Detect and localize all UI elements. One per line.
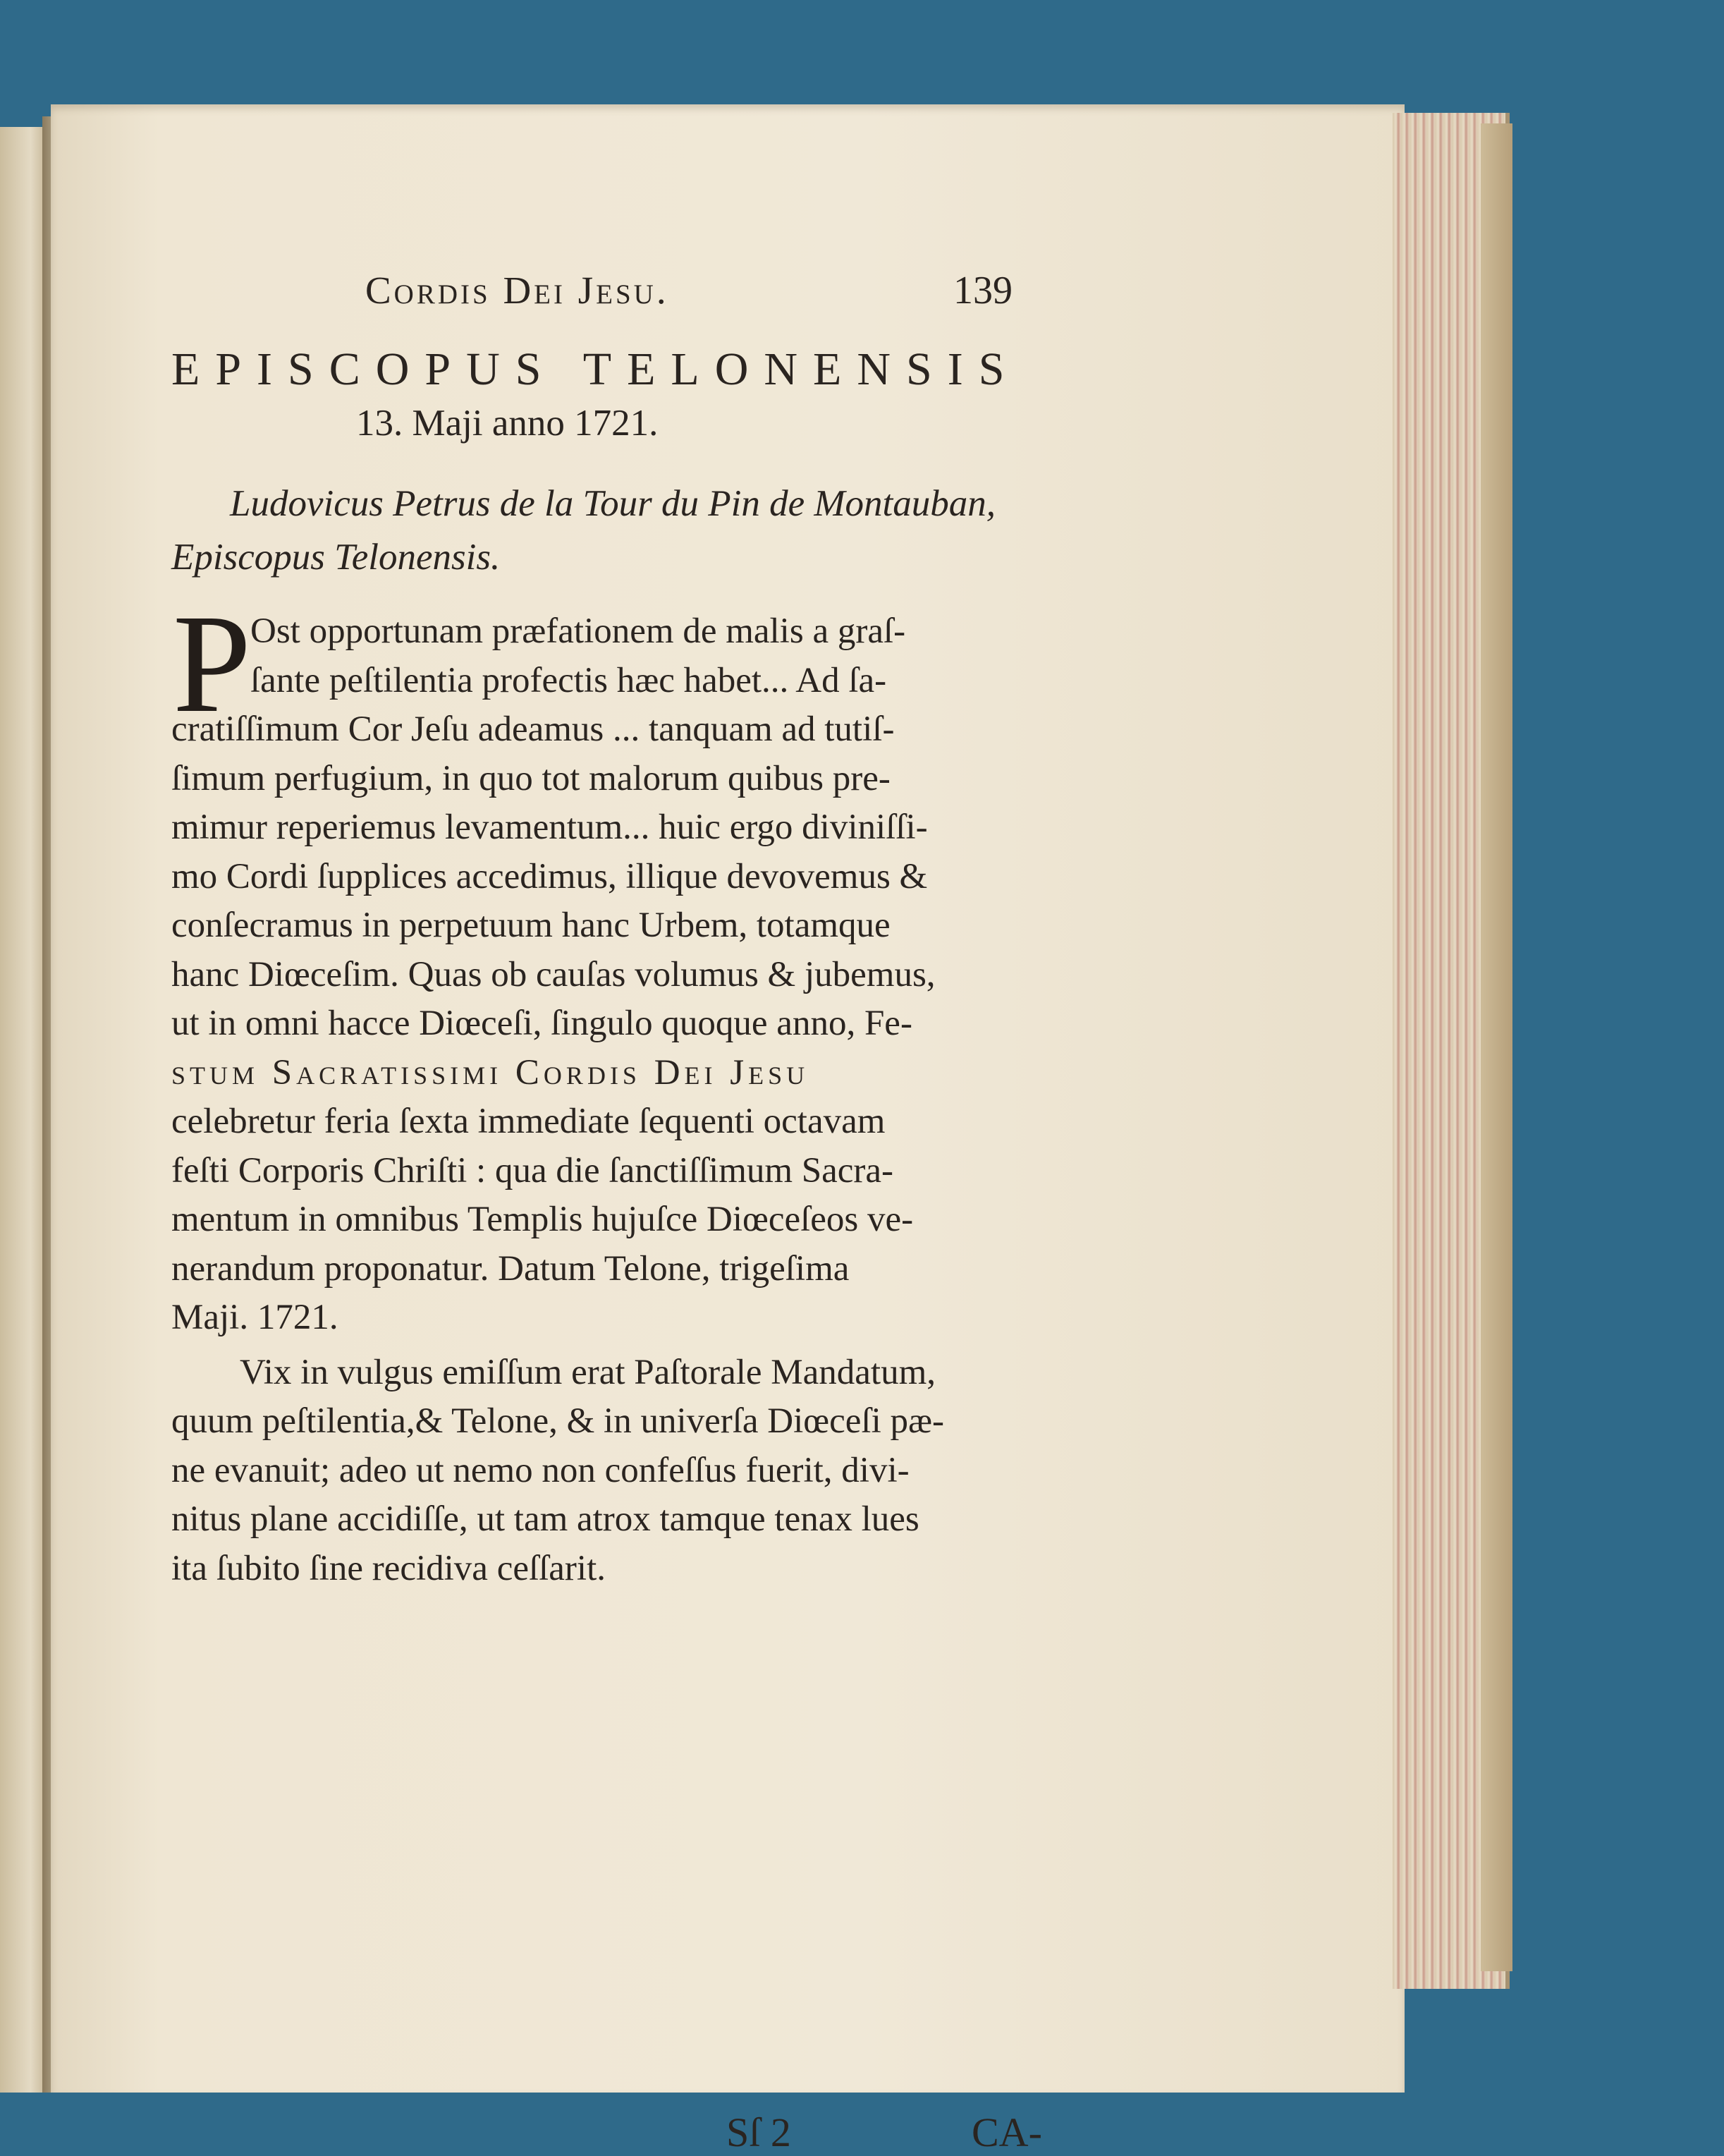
body-line: quum peſtilentia,& Telone, & in univerſa Diœceſi pæ-	[171, 1401, 945, 1441]
body-line: Ost opportunam præfationem de malis a graſ-	[250, 611, 906, 651]
drop-cap: P	[173, 586, 252, 742]
body-line: celebretur feria ſexta immediate ſequenti octavam	[171, 1102, 886, 1141]
section-heading: EPISCOPUS TELONENSIS	[171, 343, 1020, 395]
catchword: CA-	[972, 2109, 1042, 2155]
body-line: ſante peſtilentia profectis hæc habet... Ad ſa-	[250, 660, 887, 700]
body-line: stum Sacratissimi Cordis Dei Jesu	[171, 1052, 809, 1092]
body-line: mimur reperiemus levamentum... huic ergo diviniſſi-	[171, 808, 928, 847]
book-page	[51, 104, 1405, 2093]
body-line: mo Cordi ſupplices accedimus, illique devovemus &	[171, 856, 928, 896]
body-line: feſti Corporis Chriſti : qua die ſanctiſſimum Sacra-	[171, 1150, 894, 1190]
author-line-2: Episcopus Telonensis.	[171, 537, 501, 578]
body-line: nitus plane accidiſſe, ut tam atrox tamque tenax lues	[171, 1499, 919, 1539]
body-line: nerandum proponatur. Datum Telone, trigeſima	[171, 1248, 850, 1289]
signature-mark: Sſ 2	[726, 2109, 791, 2155]
page-number: 139	[953, 269, 1013, 312]
body-line: Vix in vulgus emiſſum erat Paſtorale Mandatum,	[240, 1352, 936, 1392]
section-date: 13. Maji anno 1721.	[356, 403, 659, 444]
body-line: Maji. 1721.	[171, 1298, 338, 1337]
body-line: cratiſſimum Cor Jeſu adeamus ... tanquam ad tutiſ-	[171, 709, 895, 749]
body-line: mentum in omnibus Templis hujuſce Diœceſeos ve-	[171, 1200, 914, 1239]
body-line: ita ſubito ſine recidiva ceſſarit.	[171, 1548, 606, 1588]
body-line: ut in omni hacce Diœceſi, ſingulo quoque anno, Fe-	[171, 1004, 912, 1043]
body-line: hanc Diœceſim. Quas ob cauſas volumus & jubemus,	[171, 954, 936, 994]
body-line: ſimum perfugium, in quo tot malorum quibus pre-	[171, 758, 891, 798]
author-line-1: Ludovicus Petrus de la Tour du Pin de Montauban,	[230, 483, 996, 524]
book-cover-edge	[1481, 123, 1512, 1971]
body-line: conſecramus in perpetuum hanc Urbem, totamque	[171, 906, 891, 945]
body-line: ne evanuit; adeo ut nemo non confeſſus fuerit, divi-	[171, 1450, 910, 1490]
running-head: Cordis Dei Jesu.	[365, 269, 669, 312]
